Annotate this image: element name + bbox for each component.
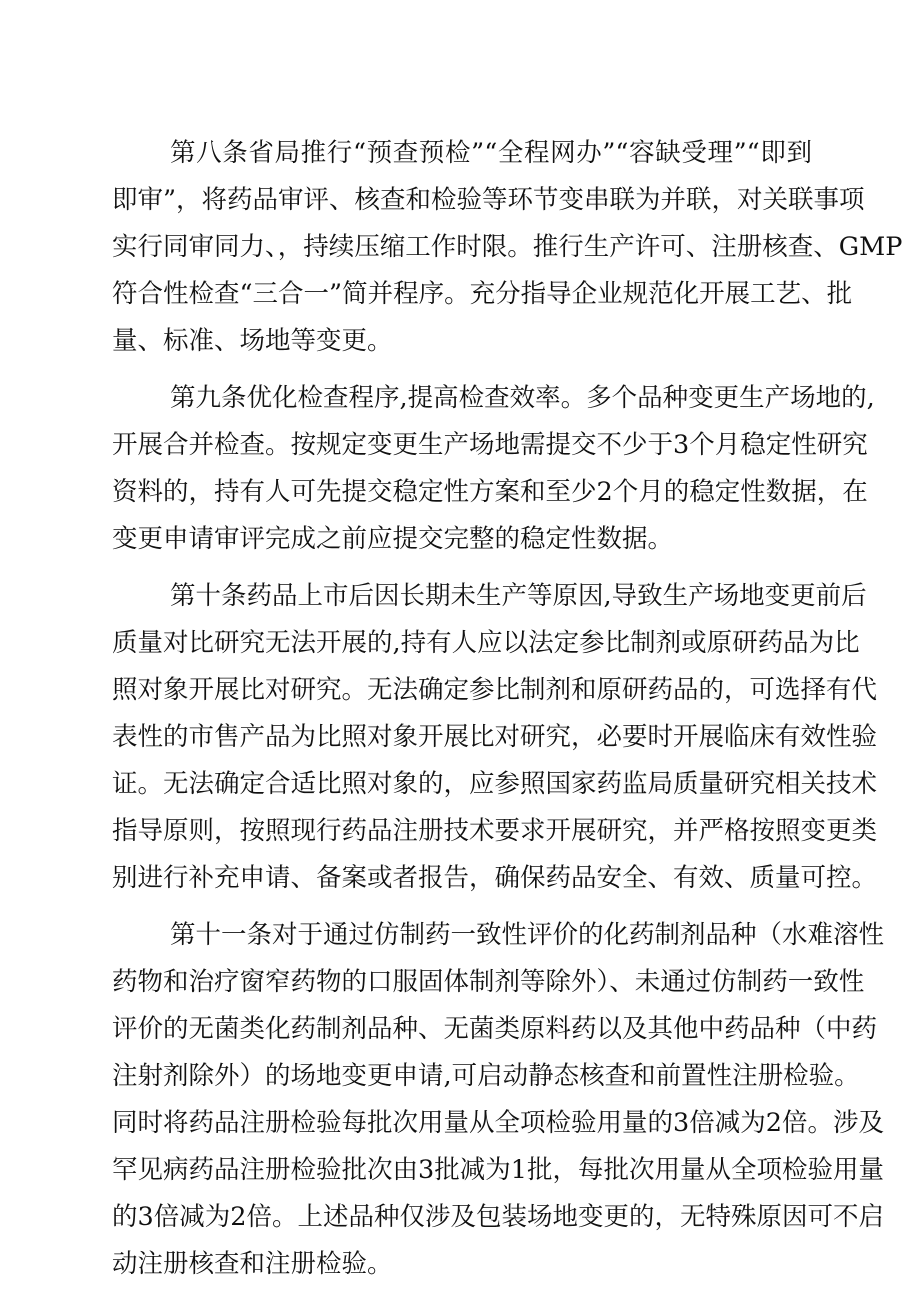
text-line: 注射剂除外）的场地变更申请,可启动静态核查和前置性注册检验。 xyxy=(112,1061,860,1091)
article-8-paragraph xyxy=(112,130,903,365)
document-body xyxy=(112,130,903,1298)
text-line: 证。无法确定合适比照对象的，应参照国家药监局质量研究相关技术 xyxy=(112,769,878,799)
text-line: 评价的无菌类化药制剂品种、无菌类原料药以及其他中药品种（中药 xyxy=(112,1014,878,1044)
text-line: 第十条药品上市后因长期未生产等原因,导致生产场地变更前后 xyxy=(170,581,867,611)
article-11-paragraph xyxy=(112,912,885,1288)
text-line: 即审”，将药品审评、核查和检验等环节变串联为并联，对关联事项 xyxy=(112,185,865,215)
text-line: 别进行补充申请、备案或者报告，确保药品安全、有效、质量可控。 xyxy=(112,863,878,893)
text-line: 第十一条对于通过仿制药一致性评价的化药制剂品种（水难溶性 xyxy=(170,920,885,950)
text-line: 动注册核查和注册检验。 xyxy=(112,1249,393,1279)
text-line: 变更申请审评完成之前应提交完整的稳定性数据。 xyxy=(112,524,674,554)
text-line: 指导原则，按照现行药品注册技术要求开展研究，并严格按照变更类 xyxy=(112,816,878,846)
text-line: 实行同审同力、，持续压缩工作时限。推行生产许可、注册核查、GMP xyxy=(112,232,903,262)
text-line: 的3倍减为2倍。上述品种仅涉及包装场地变更的，无特殊原因可不启 xyxy=(112,1202,884,1232)
text-line: 量、标准、场地等变更。 xyxy=(112,326,393,356)
text-line: 开展合并检查。按规定变更生产场地需提交不少于3个月稳定性研究 xyxy=(112,430,868,460)
article-9-paragraph xyxy=(112,375,875,563)
text-line: 罕见病药品注册检验批次由3批减为1批，每批次用量从全项检验用量 xyxy=(112,1155,884,1185)
text-line: 符合性检查“三合一”简并程序。充分指导企业规范化开展工艺、批 xyxy=(112,279,853,309)
text-line: 药物和治疗窗窄药物的口服固体制剂等除外）、未通过仿制药一致性 xyxy=(112,967,865,997)
text-line: 同时将药品注册检验每批次用量从全项检验用量的3倍减为2倍。涉及 xyxy=(112,1108,884,1138)
text-line: 质量对比研究无法开展的,持有人应以法定参比制剂或原研药品为比 xyxy=(112,628,860,658)
text-line: 第九条优化检查程序,提高检查效率。多个品种变更生产场地的, xyxy=(170,383,875,413)
text-line: 资料的，持有人可先提交稳定性方案和至少2个月的稳定性数据，在 xyxy=(112,477,868,507)
article-10-paragraph xyxy=(112,573,878,902)
text-line: 表性的市售产品为比照对象开展比对研究，必要时开展临床有效性验 xyxy=(112,722,878,752)
text-line: 照对象开展比对研究。无法确定参比制剂和原研药品的，可选择有代 xyxy=(112,675,878,705)
text-line: 第八条省局推行“预查预检”“全程网办”“容缺受理”“即到 xyxy=(170,138,812,168)
